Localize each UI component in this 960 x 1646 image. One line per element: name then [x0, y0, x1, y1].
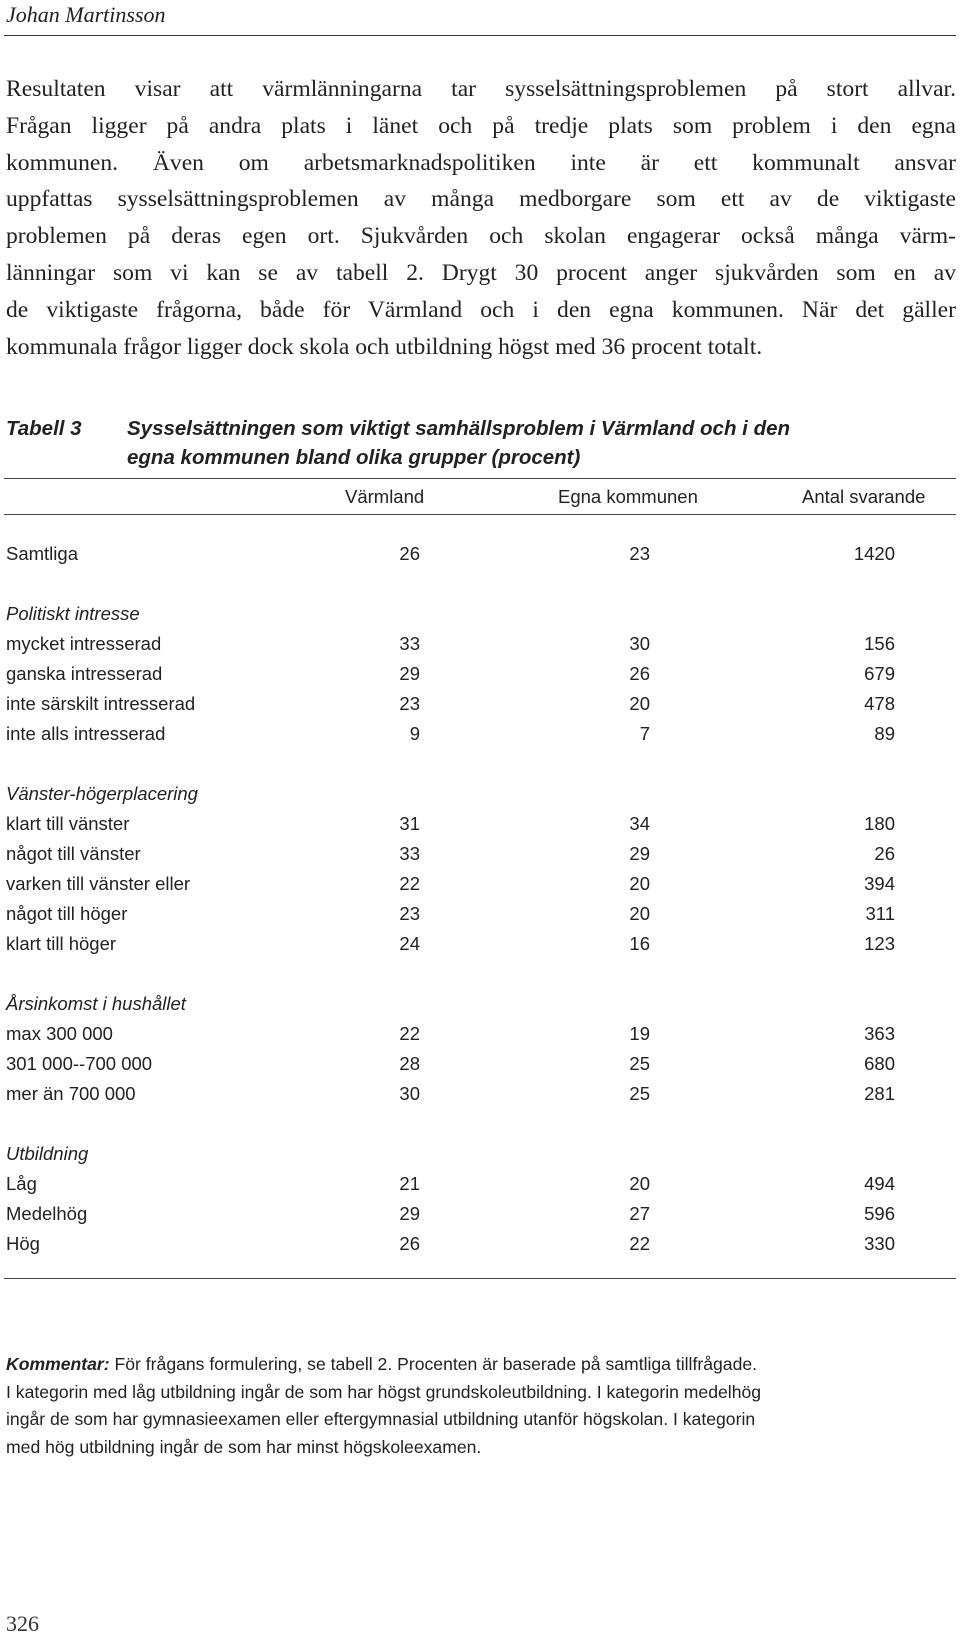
value-antal-svarande: 1420 [853, 543, 895, 564]
table-title-line: Sysselsättningen som viktigt samhällsproblem i Värmland och i den [127, 417, 791, 440]
body-line: de viktigaste frågorna, både för Värmland och i den egna kommunen. När det gäller [6, 296, 956, 323]
value-varmland: 23 [399, 693, 420, 714]
value-egna-kommunen: 20 [629, 1173, 650, 1194]
value-varmland: 31 [399, 813, 420, 834]
group-title-politiskt-intresse: Politiskt intresse [6, 603, 140, 624]
value-varmland: 21 [399, 1173, 420, 1194]
value-egna-kommunen: 20 [629, 903, 650, 924]
row-label: inte alls intresserad [6, 723, 166, 744]
table-title [127, 414, 957, 472]
running-head: Johan Martinsson [6, 2, 166, 27]
value-antal-svarande: 330 [864, 1233, 895, 1254]
value-egna-kommunen: 16 [629, 933, 650, 954]
row-label: max 300 000 [6, 1023, 113, 1044]
body-paragraph [6, 71, 956, 365]
column-header-antal-svarande: Antal svarande [802, 486, 926, 507]
value-antal-svarande: 180 [864, 813, 895, 834]
value-varmland: 33 [399, 843, 420, 864]
value-antal-svarande: 363 [864, 1023, 895, 1044]
row-label: inte särskilt intresserad [6, 693, 196, 714]
value-antal-svarande: 26 [874, 843, 895, 864]
header-rule [4, 35, 956, 36]
table-bottom-rule [4, 1278, 956, 1279]
value-egna-kommunen: 7 [639, 723, 650, 744]
value-antal-svarande: 311 [865, 903, 895, 924]
value-egna-kommunen: 19 [629, 1023, 650, 1044]
group-title-vanster-hogerplacering: Vänster-högerplacering [6, 783, 198, 804]
group-title-arsinkomst: Årsinkomst i hushållet [6, 993, 186, 1014]
table-header-rule [4, 514, 956, 515]
value-egna-kommunen: 29 [629, 843, 650, 864]
column-header-egna-kommunen: Egna kommunen [558, 486, 698, 507]
value-varmland: 24 [399, 933, 420, 954]
row-label: mycket intresserad [6, 633, 162, 654]
value-egna-kommunen: 30 [629, 633, 650, 654]
value-varmland: 26 [399, 543, 420, 564]
row-label: Låg [6, 1173, 37, 1194]
table-title-line: egna kommunen bland olika grupper (procent) [127, 446, 581, 469]
page-number: 326 [6, 1611, 39, 1636]
value-antal-svarande: 89 [874, 723, 895, 744]
row-label: ganska intresserad [6, 663, 163, 684]
column-header-varmland: Värmland [345, 486, 425, 507]
value-antal-svarande: 680 [864, 1053, 895, 1074]
comment-first-line: För frågans formulering, se tabell 2. Procenten är baserade på samtliga tillfrågade. [109, 1354, 758, 1374]
value-egna-kommunen: 20 [629, 693, 650, 714]
value-antal-svarande: 679 [864, 663, 895, 684]
row-label: mer än 700 000 [6, 1083, 136, 1104]
table-number: Tabell 3 [6, 417, 82, 440]
value-antal-svarande: 156 [864, 633, 895, 654]
value-egna-kommunen: 25 [629, 1053, 650, 1074]
value-egna-kommunen: 27 [629, 1203, 650, 1224]
value-varmland: 26 [399, 1233, 420, 1254]
row-label: Hög [6, 1233, 40, 1254]
row-label: 301 000--700 000 [6, 1053, 153, 1074]
row-label: Medelhög [6, 1203, 88, 1224]
body-line: uppfattas sysselsättningsproblemen av många medborgare som ett av de viktigaste [6, 186, 956, 213]
row-label: något till höger [6, 903, 128, 924]
body-line: länningar som vi kan se av tabell 2. Drygt 30 procent anger sjukvården som en av [6, 259, 956, 286]
table-top-rule [4, 478, 956, 479]
value-varmland: 29 [399, 663, 420, 684]
value-varmland: 9 [409, 723, 420, 744]
table-comment [6, 1351, 956, 1461]
value-egna-kommunen: 26 [629, 663, 650, 684]
value-egna-kommunen: 22 [629, 1233, 650, 1254]
value-antal-svarande: 281 [864, 1083, 895, 1104]
row-label: klart till vänster [6, 813, 130, 834]
value-varmland: 23 [399, 903, 420, 924]
value-antal-svarande: 478 [864, 693, 895, 714]
body-line: kommunen. Även om arbetsmarknadspolitiken inte är ett kommunalt ansvar [6, 149, 956, 176]
value-egna-kommunen: 23 [629, 543, 650, 564]
value-varmland: 30 [399, 1083, 420, 1104]
value-varmland: 22 [399, 873, 420, 894]
value-antal-svarande: 394 [864, 873, 895, 894]
comment-line [6, 1351, 956, 1379]
body-line: Frågan ligger på andra plats i länet och på tredje plats som problem i den egna [6, 112, 956, 139]
value-antal-svarande: 123 [864, 933, 895, 954]
row-label: varken till vänster eller [6, 873, 191, 894]
comment-line: med hög utbildning ingår de som har minst högskoleexamen. [6, 1436, 482, 1457]
value-egna-kommunen: 34 [629, 813, 650, 834]
comment-line: ingår de som har gymnasieexamen eller eftergymnasial utbildning utanför högskolan. I kategorin [6, 1409, 756, 1429]
comment-label: Kommentar: [6, 1354, 110, 1374]
row-label: klart till höger [6, 933, 117, 954]
value-varmland: 28 [399, 1053, 420, 1074]
value-antal-svarande: 494 [864, 1173, 895, 1194]
value-varmland: 22 [399, 1023, 420, 1044]
value-egna-kommunen: 20 [629, 873, 650, 894]
value-antal-svarande: 596 [864, 1203, 895, 1224]
comment-line: I kategorin med låg utbildning ingår de som har högst grundskoleutbildning. I kategorin medelhög [6, 1381, 762, 1402]
body-line: problemen på deras egen ort. Sjukvården och skolan engagerar också många värm- [6, 223, 956, 250]
value-egna-kommunen: 25 [629, 1083, 650, 1104]
group-title-utbildning: Utbildning [6, 1143, 89, 1164]
value-varmland: 29 [399, 1203, 420, 1224]
row-label: något till vänster [6, 843, 141, 864]
row-label: Samtliga [6, 543, 78, 564]
body-line: Resultaten visar att värmlänningarna tar sysselsättningsproblemen på stort allvar. [6, 76, 956, 102]
value-varmland: 33 [399, 633, 420, 654]
body-line: kommunala frågor ligger dock skola och utbildning högst med 36 procent totalt. [6, 333, 763, 360]
